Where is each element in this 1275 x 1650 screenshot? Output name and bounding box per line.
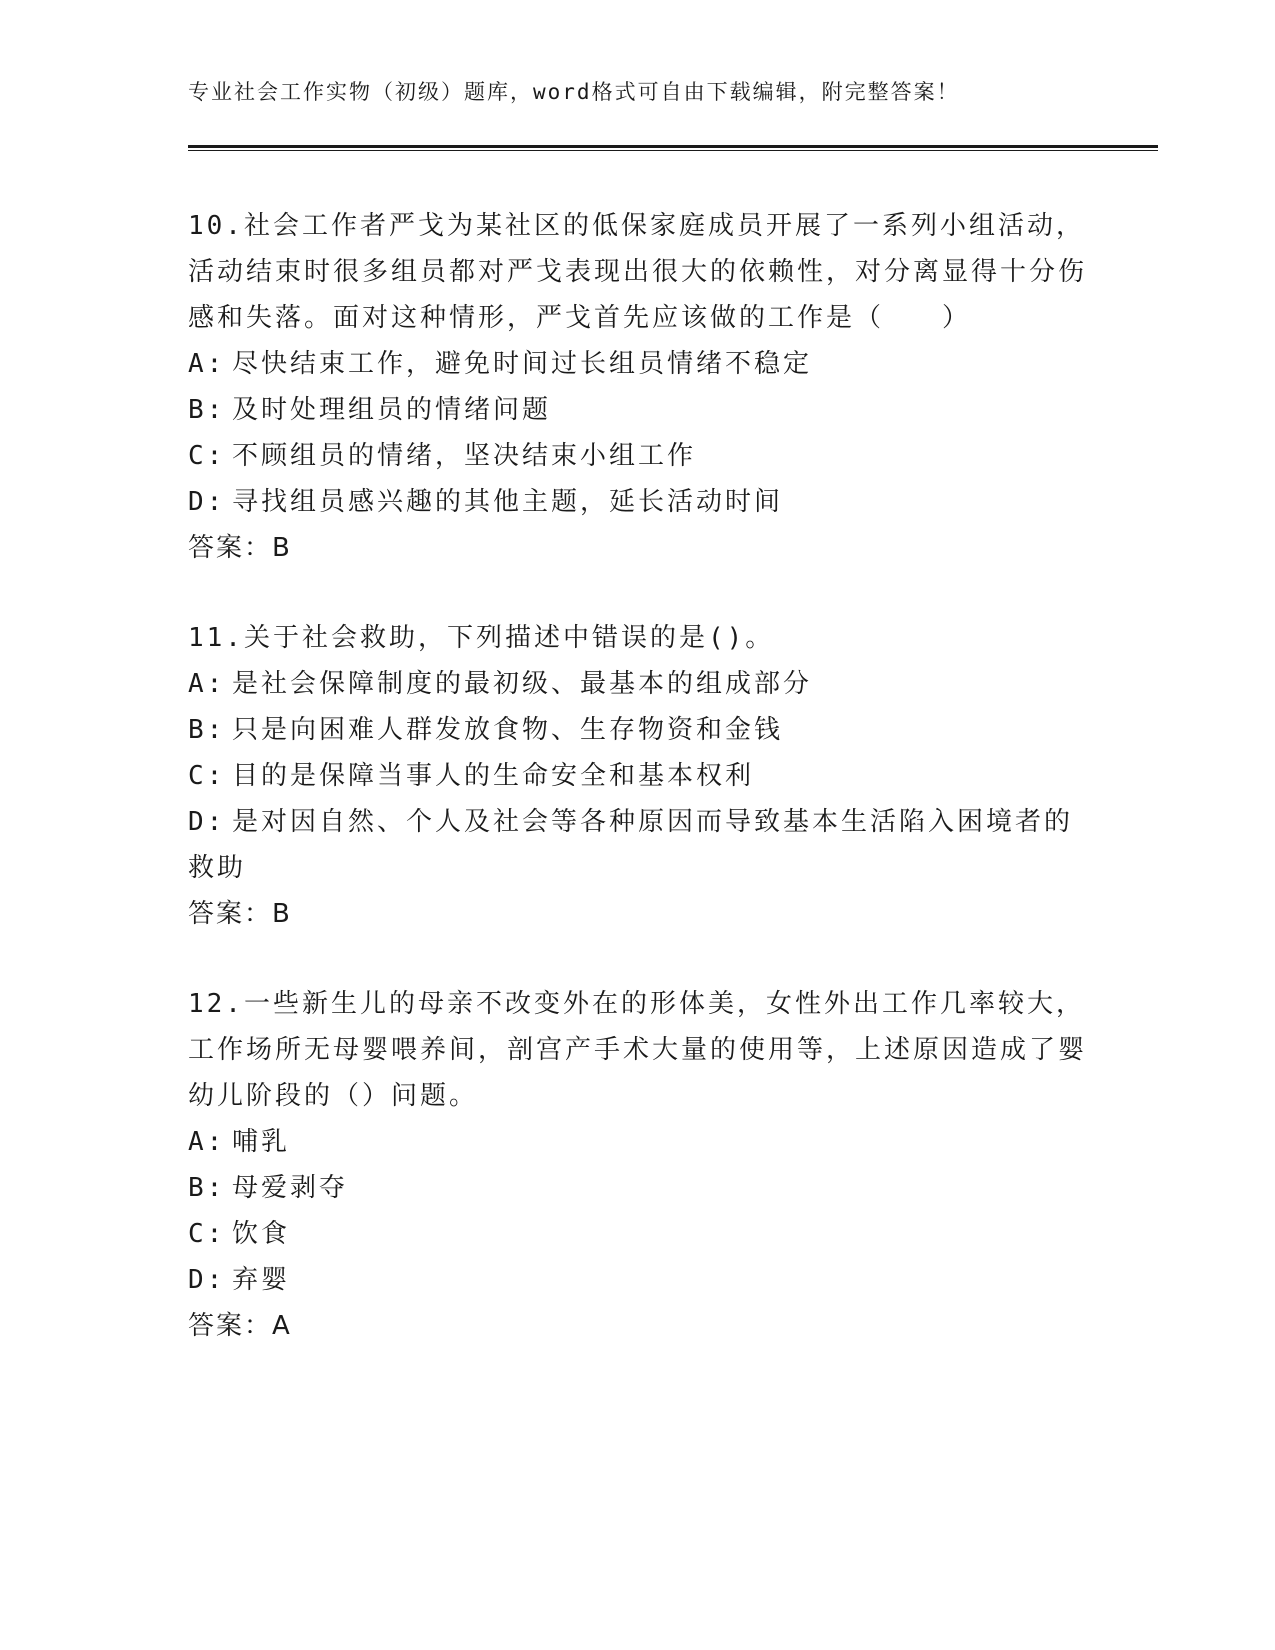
option-c	[188, 1211, 1088, 1257]
option-text: 母爱剥夺	[232, 1173, 349, 1203]
option-text: 哺乳	[232, 1127, 291, 1157]
option-text: 尽快结束工作，避免时间过长组员情绪不稳定	[232, 349, 813, 379]
option-d	[188, 799, 1088, 891]
option-c	[188, 753, 1088, 799]
question-text: 10.社会工作者严戈为某社区的低保家庭成员开展了一系列小组活动，活动结束时很多组员都对严戈表现出很大的依赖性，对分离显得十分伤感和失落。面对这种情形，严戈首先应该做的工作是（ ）	[188, 211, 1088, 333]
answer: 答案：A	[188, 1311, 292, 1341]
option-label: C:	[188, 1219, 226, 1249]
option-text: 是社会保障制度的最初级、最基本的组成部分	[232, 669, 813, 699]
question-text: 11.关于社会救助，下列描述中错误的是()。	[188, 623, 775, 653]
option-label: C:	[188, 761, 226, 791]
question-12	[188, 981, 1088, 1349]
question-10	[188, 203, 1088, 571]
option-label: B:	[188, 395, 226, 425]
option-d	[188, 1257, 1088, 1303]
option-text: 寻找组员感兴趣的其他主题，延长活动时间	[232, 487, 784, 517]
option-b	[188, 387, 1088, 433]
header-divider-thick	[188, 145, 1158, 148]
header-divider-thin	[188, 150, 1158, 151]
option-text: 饮食	[232, 1219, 291, 1249]
option-text: 弃婴	[232, 1265, 291, 1295]
question-list	[188, 203, 1088, 1393]
question-11	[188, 615, 1088, 937]
option-label: D:	[188, 1265, 226, 1295]
option-text: 只是向困难人群发放食物、生存物资和金钱	[232, 715, 784, 745]
option-text: 是对因自然、个人及社会等各种原因而导致基本生活陷入困境者的救助	[188, 807, 1074, 883]
option-text: 不顾组员的情绪，坚决结束小组工作	[232, 441, 697, 471]
answer: 答案：B	[188, 533, 292, 563]
question-text: 12.一些新生儿的母亲不改变外在的形体美，女性外出工作几率较大，工作场所无母婴喂养间，剖宫产手术大量的使用等，上述原因造成了婴幼儿阶段的（）问题。	[188, 989, 1088, 1111]
option-label: A:	[188, 669, 226, 699]
option-label: B:	[188, 715, 226, 745]
option-label: D:	[188, 487, 226, 517]
option-a	[188, 341, 1088, 387]
option-label: B:	[188, 1173, 226, 1203]
answer: 答案：B	[188, 899, 292, 929]
option-b	[188, 1165, 1088, 1211]
option-text: 目的是保障当事人的生命安全和基本权利	[232, 761, 755, 791]
option-a	[188, 661, 1088, 707]
option-a	[188, 1119, 1088, 1165]
option-label: D:	[188, 807, 226, 837]
option-b	[188, 707, 1088, 753]
option-label: A:	[188, 349, 226, 379]
option-label: A:	[188, 1127, 226, 1157]
page-header: 专业社会工作实物（初级）题库，word格式可自由下载编辑，附完整答案！	[188, 80, 960, 104]
option-d	[188, 479, 1088, 525]
option-c	[188, 433, 1088, 479]
option-label: C:	[188, 441, 226, 471]
option-text: 及时处理组员的情绪问题	[232, 395, 552, 425]
